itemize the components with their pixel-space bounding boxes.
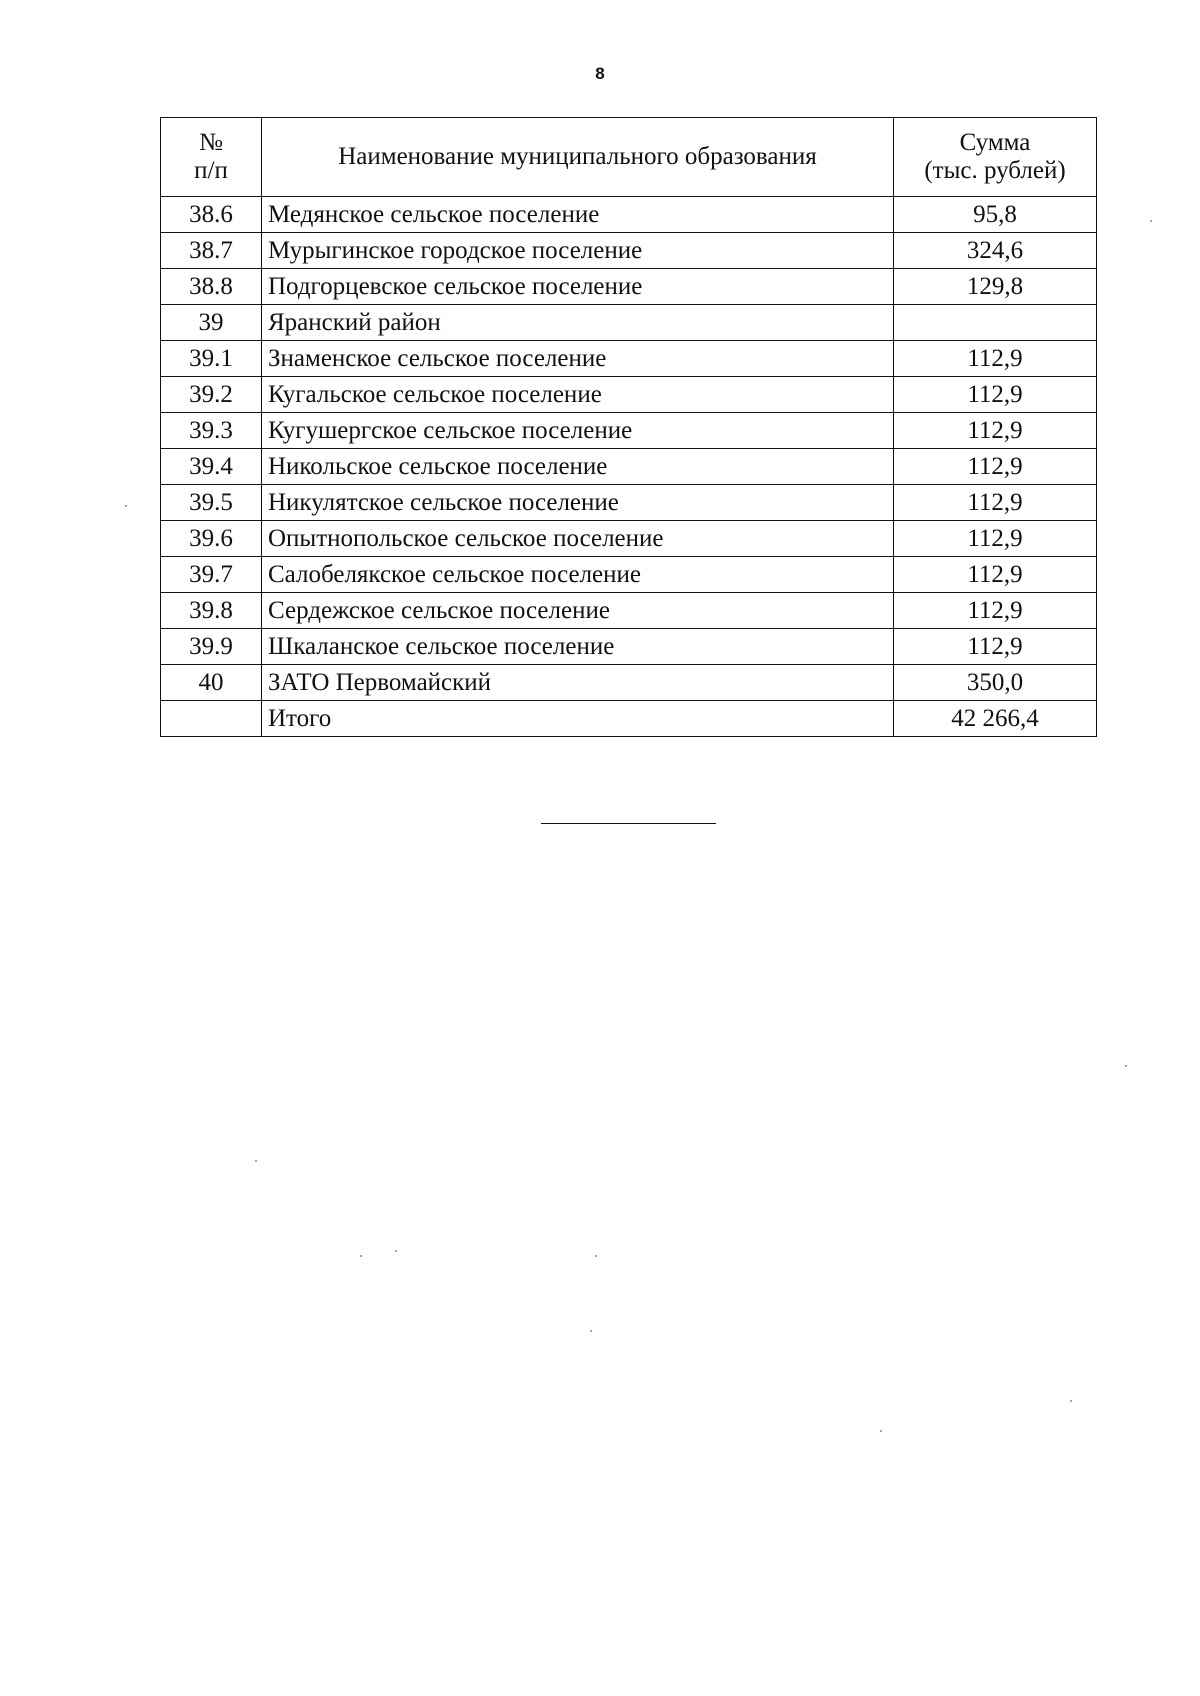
- row-sum: 324,6: [894, 233, 1097, 269]
- row-sum: 350,0: [894, 665, 1097, 701]
- total-sum: 42 266,4: [894, 701, 1097, 737]
- row-name: Опытнопольское сельское поселение: [262, 521, 894, 557]
- scan-speck: [1070, 1400, 1072, 1402]
- row-sum: 112,9: [894, 629, 1097, 665]
- total-number: [161, 701, 262, 737]
- row-name: ЗАТО Первомайский: [262, 665, 894, 701]
- scan-speck: [255, 1160, 257, 1162]
- header-sum: [894, 118, 1097, 197]
- row-sum: 112,9: [894, 521, 1097, 557]
- row-name: Кугушергское сельское поселение: [262, 413, 894, 449]
- row-number: 39.8: [161, 593, 262, 629]
- row-number: 39.3: [161, 413, 262, 449]
- row-number: 38.6: [161, 197, 262, 233]
- table-row: [161, 305, 1097, 341]
- row-name: Никольское сельское поселение: [262, 449, 894, 485]
- row-number: 39.6: [161, 521, 262, 557]
- row-number: 39.9: [161, 629, 262, 665]
- table-row: [161, 665, 1097, 701]
- table-row: [161, 593, 1097, 629]
- table-row: [161, 629, 1097, 665]
- row-number: 40: [161, 665, 262, 701]
- scan-speck: [880, 1430, 882, 1432]
- header-number-line1: №: [199, 129, 223, 156]
- row-number: 39.7: [161, 557, 262, 593]
- row-sum: 112,9: [894, 377, 1097, 413]
- table-total-row: [161, 701, 1097, 737]
- table-row: [161, 233, 1097, 269]
- total-label: Итого: [262, 701, 894, 737]
- row-number: 39.2: [161, 377, 262, 413]
- row-name: Кугальское сельское поселение: [262, 377, 894, 413]
- row-sum: 112,9: [894, 449, 1097, 485]
- row-name: Медянское сельское поселение: [262, 197, 894, 233]
- row-sum: 129,8: [894, 269, 1097, 305]
- table-row: [161, 269, 1097, 305]
- allocation-table: [160, 117, 1097, 737]
- scan-speck: [590, 1330, 592, 1332]
- table-row: [161, 377, 1097, 413]
- end-rule: [541, 823, 716, 824]
- row-name: Сердежское сельское поселение: [262, 593, 894, 629]
- scan-speck: [1125, 1065, 1127, 1067]
- row-number: 39: [161, 305, 262, 341]
- row-sum: 112,9: [894, 413, 1097, 449]
- row-name: Шкаланское сельское поселение: [262, 629, 894, 665]
- row-sum: 112,9: [894, 341, 1097, 377]
- header-sum-line2: (тыс. рублей): [924, 157, 1066, 184]
- header-number: [161, 118, 262, 197]
- row-name: Мурыгинское городское поселение: [262, 233, 894, 269]
- row-sum: 112,9: [894, 593, 1097, 629]
- table-row: [161, 521, 1097, 557]
- header-number-line2: п/п: [194, 157, 228, 184]
- table-row: [161, 557, 1097, 593]
- table-row: [161, 449, 1097, 485]
- header-name: Наименование муниципального образования: [262, 118, 894, 197]
- scan-speck: [1150, 220, 1152, 222]
- table-row: [161, 485, 1097, 521]
- scan-speck: [360, 1255, 362, 1257]
- row-number: 39.5: [161, 485, 262, 521]
- scan-speck: [595, 1255, 597, 1257]
- row-number: 38.8: [161, 269, 262, 305]
- row-sum: 95,8: [894, 197, 1097, 233]
- scan-speck: [395, 1250, 397, 1252]
- scan-speck: [125, 505, 127, 507]
- row-sum: [894, 305, 1097, 341]
- table-row: [161, 341, 1097, 377]
- row-name: Салобелякское сельское поселение: [262, 557, 894, 593]
- row-number: 39.4: [161, 449, 262, 485]
- row-sum: 112,9: [894, 557, 1097, 593]
- table-row: [161, 413, 1097, 449]
- row-name: Никулятское сельское поселение: [262, 485, 894, 521]
- table-row: [161, 197, 1097, 233]
- table-header-row: [161, 118, 1097, 197]
- row-name: Подгорцевское сельское поселение: [262, 269, 894, 305]
- row-number: 38.7: [161, 233, 262, 269]
- row-name: Яранский район: [262, 305, 894, 341]
- page-number: 8: [595, 64, 605, 83]
- row-sum: 112,9: [894, 485, 1097, 521]
- header-sum-line1: Сумма: [959, 129, 1031, 156]
- row-number: 39.1: [161, 341, 262, 377]
- row-name: Знаменское сельское поселение: [262, 341, 894, 377]
